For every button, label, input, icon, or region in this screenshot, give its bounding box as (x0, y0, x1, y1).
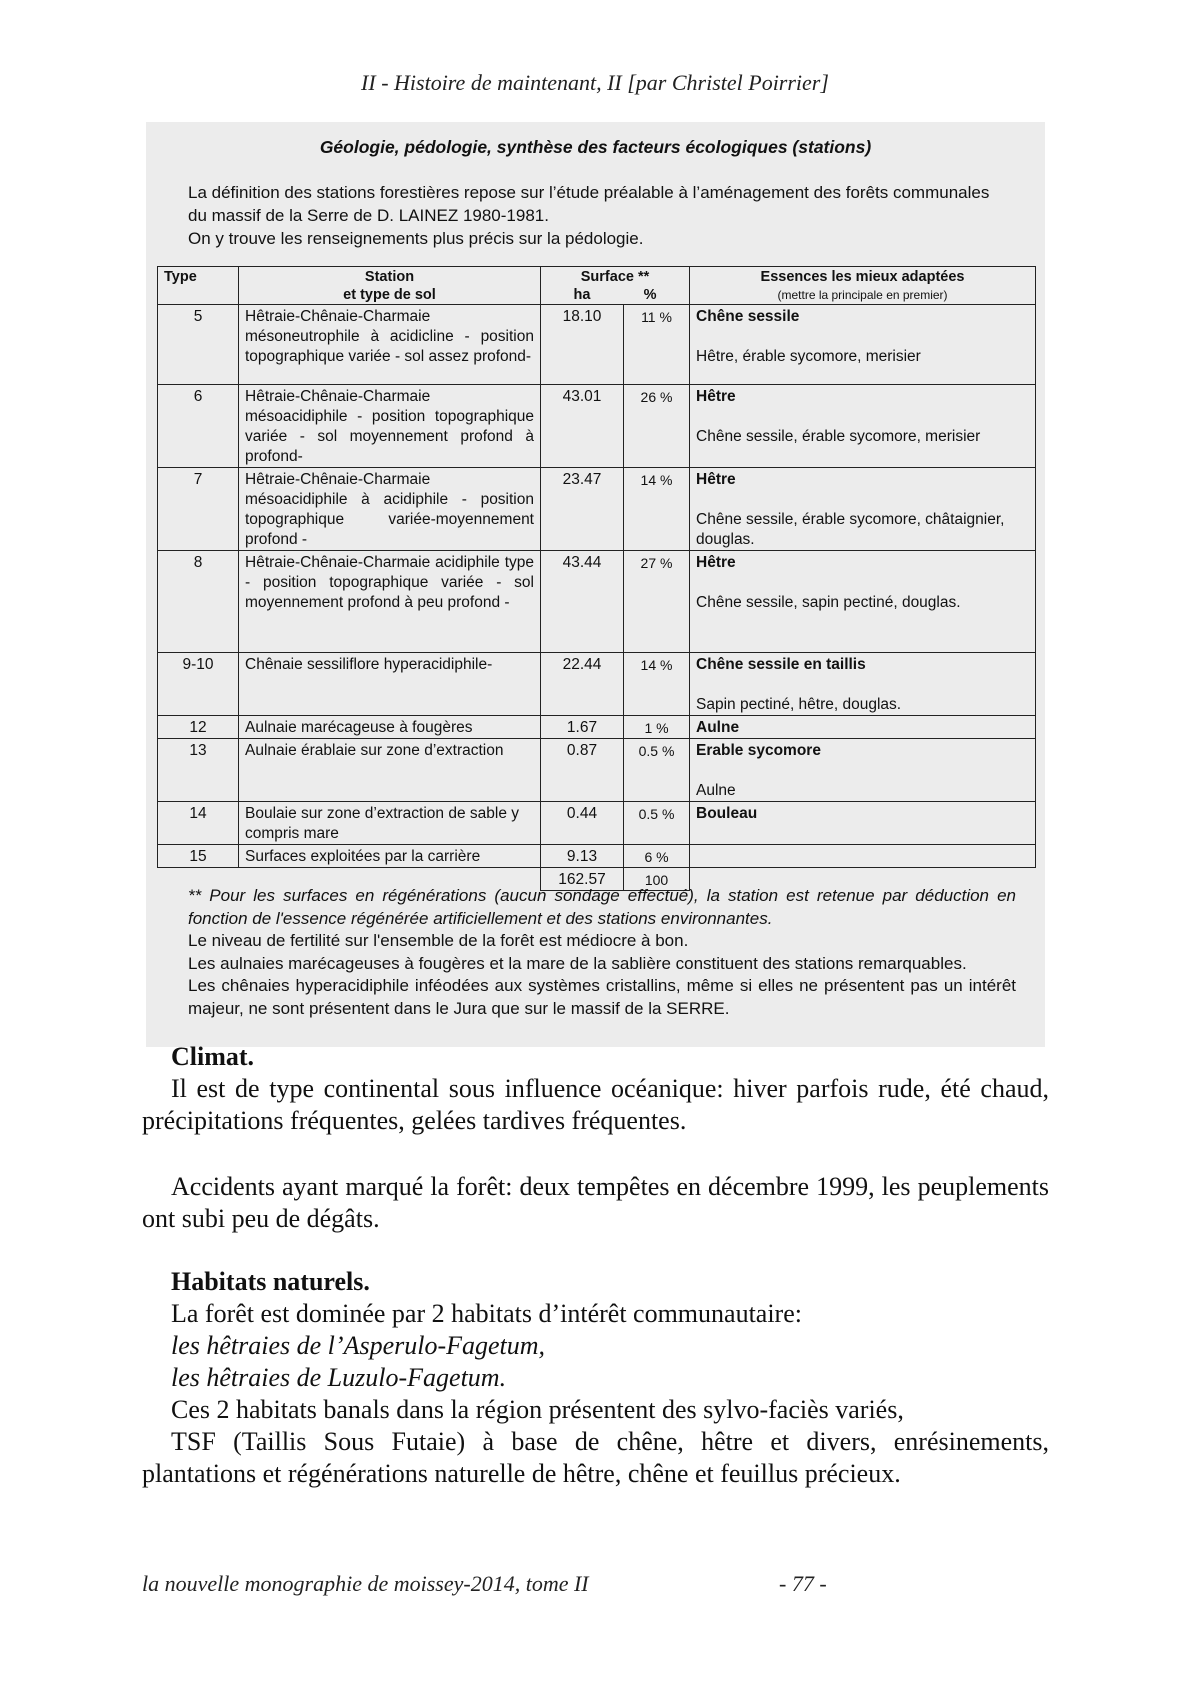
climat-section (142, 1041, 1049, 1137)
table-cell: 9.13 (541, 845, 624, 868)
running-header: II - Histoire de maintenant, II [par Christel Poirrier] (361, 70, 829, 95)
habitats-line: TSF (Taillis Sous Futaie) à base de chêne, hêtre et divers, enrésinements, plantations et régénérations naturelle de hêtre, chêne et feuillus précieux. (142, 1427, 1049, 1488)
table-cell: Aulnaie érablaie sur zone d’extraction (239, 739, 541, 802)
scan-intro (188, 181, 1008, 250)
habitats-section (142, 1266, 1049, 1490)
habitats-line: les hêtraies de Luzulo-Fagetum. (171, 1363, 507, 1392)
table-cell: Hêtraie-Chênaie-Charmaie mésoacidiphile - position topographique variée - sol moyennement profond à profond- (239, 385, 541, 468)
accidents-section (142, 1171, 1049, 1235)
table-cell: Hêtraie-Chênaie-Charmaie mésoacidiphile à acidiphile - position topographique variée-moyennement profond - (239, 468, 541, 551)
accidents-paragraph: Accidents ayant marqué la forêt: deux tempêtes en décembre 1999, les peuplements ont subi peu de dégâts. (142, 1172, 1049, 1233)
table-cell: 6 (158, 385, 239, 468)
intro-paragraph: La définition des stations forestières repose sur l’étude préalable à l’aménagement des forêts communales du massif de la Serre de D. LAINEZ 1980-1981. (188, 183, 990, 225)
header-station: Station et type de sol (239, 267, 541, 305)
table-cell: 43.44 (541, 551, 624, 653)
habitats-line: La forêt est dominée par 2 habitats d’intérêt communautaire: (171, 1299, 802, 1328)
climat-heading: Climat. (171, 1042, 255, 1071)
header-type: Type (158, 267, 239, 305)
total-pct: 100 (624, 868, 690, 891)
table-cell: 0.5 % (624, 802, 690, 845)
table-cell: Hêtre Chêne sessile, sapin pectiné, douglas. (690, 551, 1036, 653)
table-cell: 8 (158, 551, 239, 653)
header-essences: Essences les mieux adaptées (mettre la principale en premier) (690, 267, 1036, 305)
table-cell: 5 (158, 305, 239, 385)
table-cell: 0.44 (541, 802, 624, 845)
note-fertility: Le niveau de fertilité sur l'ensemble de la forêt est médiocre à bon. (188, 931, 689, 950)
table-cell: 6 % (624, 845, 690, 868)
table-cell (690, 845, 1036, 868)
table-row (158, 305, 1036, 385)
table-row (158, 551, 1036, 653)
table-cell: 9-10 (158, 653, 239, 716)
table-cell: 14 % (624, 468, 690, 551)
table-cell: 15 (158, 845, 239, 868)
table-cell: Surfaces exploitées par la carrière (239, 845, 541, 868)
table-cell: 26 % (624, 385, 690, 468)
habitats-line: Ces 2 habitats banals dans la région présentent des sylvo-faciès variés, (171, 1395, 904, 1424)
note-aulnaies: Les aulnaies marécageuses à fougères et la mare de la sablière constituent des stations remarquables. (188, 953, 967, 973)
scan-title: Géologie, pédologie, synthèse des facteurs écologiques (stations) (319, 137, 872, 157)
scanned-document-image (146, 122, 1045, 1047)
table-cell: 43.01 (541, 385, 624, 468)
table-cell: Chêne sessile Hêtre, érable sycomore, merisier (690, 305, 1036, 385)
table-cell: 27 % (624, 551, 690, 653)
table-row (158, 739, 1036, 802)
table-cell: Hêtraie-Chênaie-Charmaie acidiphile type - position topographique variée - sol moyennement profond à peu profond - (239, 551, 541, 653)
note-chenaies: Les chênaies hyperacidiphile inféodées aux systèmes cristallins, même si elles ne présentent pas un intérêt majeur, ne sont présentent dans le Jura que sur le massif de la SERRE. (188, 976, 1016, 1018)
climat-paragraph: Il est de type continental sous influence océanique: hiver parfois rude, été chaud, précipitations fréquentes, gelées tardives fréquentes. (142, 1074, 1049, 1135)
intro-paragraph: On y trouve les renseignements plus précis sur la pédologie. (188, 229, 644, 248)
table-row (158, 845, 1036, 868)
table-cell: 11 % (624, 305, 690, 385)
table-cell: 7 (158, 468, 239, 551)
table-cell: Hêtraie-Chênaie-Charmaie mésoneutrophile à acidicline - position topographique variée - sol assez profond- (239, 305, 541, 385)
table-cell: 14 % (624, 653, 690, 716)
table-cell: 22.44 (541, 653, 624, 716)
habitats-heading: Habitats naturels. (171, 1267, 370, 1296)
table-row (158, 385, 1036, 468)
table-row (158, 802, 1036, 845)
habitats-line: les hêtraies de l’Asperulo-Fagetum, (171, 1331, 546, 1360)
table-cell: Aulnaie marécageuse à fougères (239, 716, 541, 739)
table-cell: 13 (158, 739, 239, 802)
table-cell: Bouleau (690, 802, 1036, 845)
stations-table (157, 266, 1036, 891)
table-cell: Aulne (690, 716, 1036, 739)
header-surface: Surface ** ha % (541, 267, 690, 305)
table-cell: 0.5 % (624, 739, 690, 802)
table-cell: 1 % (624, 716, 690, 739)
table-row (158, 716, 1036, 739)
table-cell: 14 (158, 802, 239, 845)
total-ha: 162.57 (541, 868, 624, 891)
table-cell: 1.67 (541, 716, 624, 739)
page-number: - 77 - (779, 1571, 827, 1596)
table-cell: 18.10 (541, 305, 624, 385)
table-cell: Hêtre Chêne sessile, érable sycomore, châtaignier, douglas. (690, 468, 1036, 551)
table-row (158, 468, 1036, 551)
table-cell: Chêne sessile en taillis Sapin pectiné, hêtre, douglas. (690, 653, 1036, 716)
table-cell: 0.87 (541, 739, 624, 802)
table-row (158, 653, 1036, 716)
scan-notes (188, 885, 1016, 1020)
table-cell: 12 (158, 716, 239, 739)
table-cell: Erable sycomore Aulne (690, 739, 1036, 802)
footer-book-title: la nouvelle monographie de moissey-2014, tome II (142, 1571, 589, 1596)
table-cell: Chênaie sessiliflore hyperacidiphile- (239, 653, 541, 716)
table-cell: Hêtre Chêne sessile, érable sycomore, merisier (690, 385, 1036, 468)
table-cell: Boulaie sur zone d’extraction de sable y compris mare (239, 802, 541, 845)
table-cell: 23.47 (541, 468, 624, 551)
table-header-row (158, 267, 1036, 305)
footnote: ** Pour les surfaces en régénérations (aucun sondage effectué), la station est retenue par déduction en fonction de l'essence régénérée artificiellement et des stations environnantes. (188, 886, 1016, 928)
